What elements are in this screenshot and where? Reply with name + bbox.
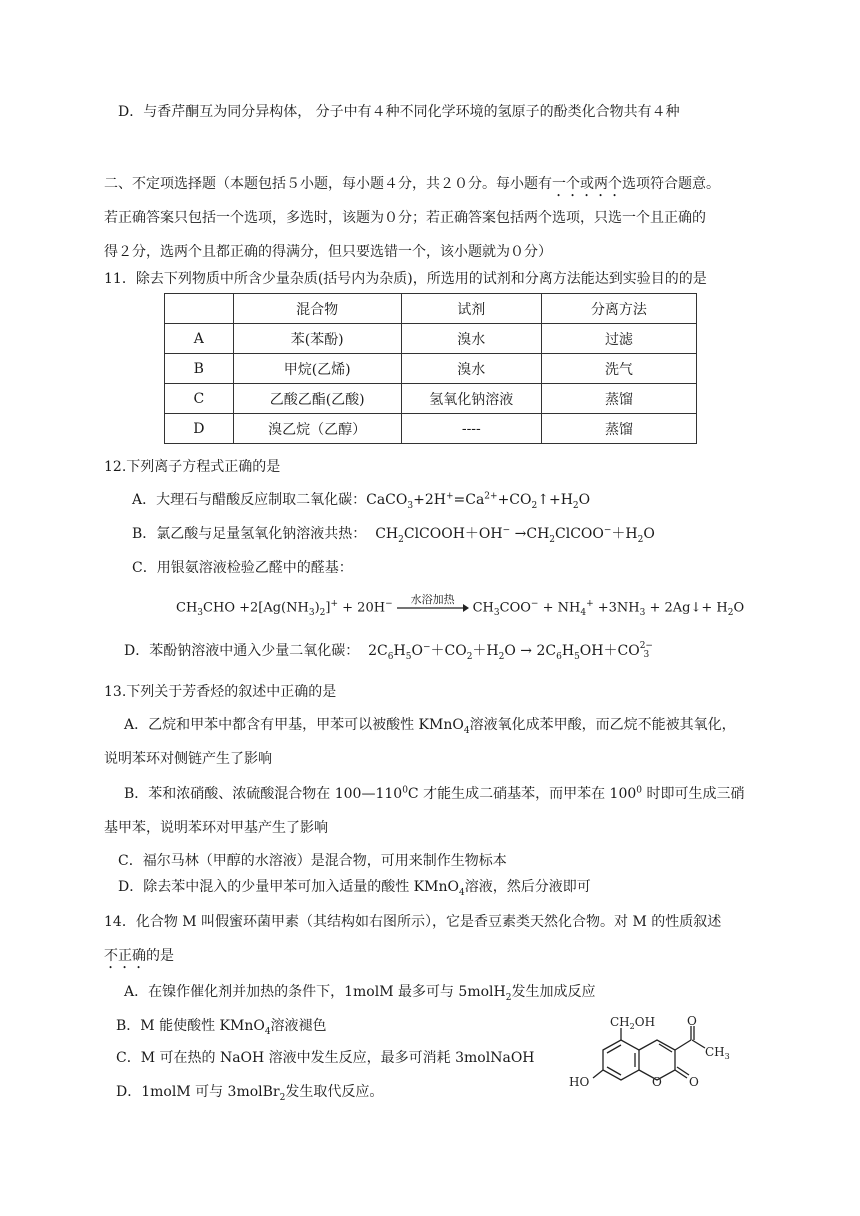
q13-option-a-line2: 说明苯环对侧链产生了影响 [104,751,272,767]
table-cell: C [165,384,234,414]
table-header: 混合物 [233,294,401,324]
table-row [165,384,697,414]
q13-stem: 13.下列关于芳香烃的叙述中正确的是 [104,684,337,700]
table-cell: 乙酸乙酯(乙酸) [233,384,401,414]
equation-b: $CH_2ClCOOH+OH^-$ $\to CH_2ClCOO^-+H_2O$ [366,525,655,545]
q14-option-c: C．M 可在热的 NaOH 溶液中发生反应，最多可消耗 3molNaOH [116,1050,535,1066]
q12-option-b: B．氯乙酸与足量氢氧化钠溶液共热： $CH_2ClCOOH+OH^-$ $\to CH_2ClCOO^-+H_2O$ [132,525,655,545]
table-cell: ---- [401,414,541,444]
table-row [165,324,697,354]
q12-option-a: A．大理石与醋酸反应制取二氧化碳：$CaCO_3+2H^+=Ca^{2+}+CO_2↑+H_2O$ [132,491,591,511]
reaction-arrow [397,593,469,618]
table-cell: D [165,414,234,444]
q14-option-a: A．在镍作催化剂并加热的条件下，1molM 最多可与 5molH$_2$发生加成反应 [124,984,596,1003]
table-cell: 甲烷(乙烯) [233,354,401,384]
table-cell: 蒸馏 [541,384,696,414]
section2-line1: 二、不定项选择题（本题包括５小题，每小题４分，共２０分。每小题有一个或两个选项符合题意。 [104,176,720,192]
table-cell: 苯(苯酚) [233,324,401,354]
table-cell: 蒸馏 [541,414,696,444]
section2-line2: 若正确答案只包括一个选项，多选时，该题为０分；若正确答案包括两个选项，只选一个且正确的 [104,210,706,226]
q13-option-c: C．福尔马林（甲醇的水溶液）是混合物，可用来制作生物标本 [118,853,507,869]
q11-table [164,293,697,444]
q11-stem: 11．除去下列物质中所含少量杂质(括号内为杂质)，所选用的试剂和分离方法能达到实验目的的是 [104,271,707,287]
equation-a: $CaCO_3+2H^+=Ca^{2+}+CO_2↑+H_2O$ [366,491,591,511]
q14-stem-line2: 不正确的是 [104,948,174,964]
mol-label-o2: O [689,1075,699,1089]
table-cell: 溴水 [401,324,541,354]
mol-label-o: O [687,1014,697,1028]
q13-option-b-line1: B．苯和浓硝酸、浓硫酸混合物在 $100—110^0C$ 才能生成二硝基苯，而甲苯在 $100^0$ 时即可生成三硝 [124,785,745,802]
q12-stem: 12.下列离子方程式正确的是 [104,459,281,475]
table-cell: 氢氧化钠溶液 [401,384,541,414]
q14-option-b: B．M 能使酸性 KMnO$_4$溶液褪色 [116,1018,327,1037]
section2-line3: 得２分，选两个且都正确的得满分，但只要选错一个，该小题就为０分） [104,244,552,260]
q13-option-b-line2: 基甲苯，说明苯环对甲基产生了影响 [104,820,328,836]
mol-label-ch2oh: $CH_2OH$ [610,1015,656,1031]
q14-option-d: D．1molM 可与 3molBr$_2$发生取代反应。 [116,1084,384,1103]
table-header [165,294,234,324]
compound-m-structure [565,1014,735,1106]
table-cell: 溴乙烷（乙醇） [233,414,401,444]
q12-option-c: C．用银氨溶液检验乙醛中的醛基： [132,560,353,576]
mol-label-ring-o: O [652,1075,662,1089]
table-cell: 过滤 [541,324,696,354]
table-header-row [165,294,697,324]
arrow-condition: 水浴加热 [410,593,455,606]
equation-c: $CH_3CHO +2[Ag(NH_3)_2]^+ + 20H^-$ 水浴加热 $CH_3COO^- + NH_4^+ +3NH_3$ + 2Ag↓+ $H_2O$ [176,598,744,619]
table-cell: A [165,324,234,354]
q10-option-d: D．与香芹酮互为同分异构体， 分子中有４种不同化学环境的氢原子的酚类化合物共有４种 [118,104,680,120]
table-row [165,354,697,384]
mol-label-ch3: $CH_3$ [705,1045,730,1061]
table-row [165,414,697,444]
table-header: 分离方法 [541,294,696,324]
table-cell: B [165,354,234,384]
q13-option-d: D．除去苯中混入的少量甲苯可加入适量的酸性 KMnO$_4$溶液，然后分液即可 [118,879,591,898]
q12-option-d: D．苯酚钠溶液中通入少量二氧化碳： $2C_6H_5O^-+CO_2+H_2O \to 2C_6H_5OH+CO2-$ 3 [124,641,653,662]
q14-stem-line1: 14．化合物 M 叫假蜜环菌甲素（其结构如右图所示），它是香豆素类天然化合物。对 M 的性质叙述 [104,914,722,930]
q13-option-a-line1: A．乙烷和甲苯中都含有甲基，甲苯可以被酸性 KMnO$_4$溶液氧化成苯甲酸，而乙烷不能被其氧化， [124,717,736,736]
table-header: 试剂 [401,294,541,324]
table-cell: 洗气 [541,354,696,384]
table-cell: 溴水 [401,354,541,384]
mol-label-ho: HO [569,1075,590,1089]
equation-d: $2C_6H_5O^-+CO_2+H_2O \to 2C_6H_5OH+CO2-$ 3 [359,641,653,662]
